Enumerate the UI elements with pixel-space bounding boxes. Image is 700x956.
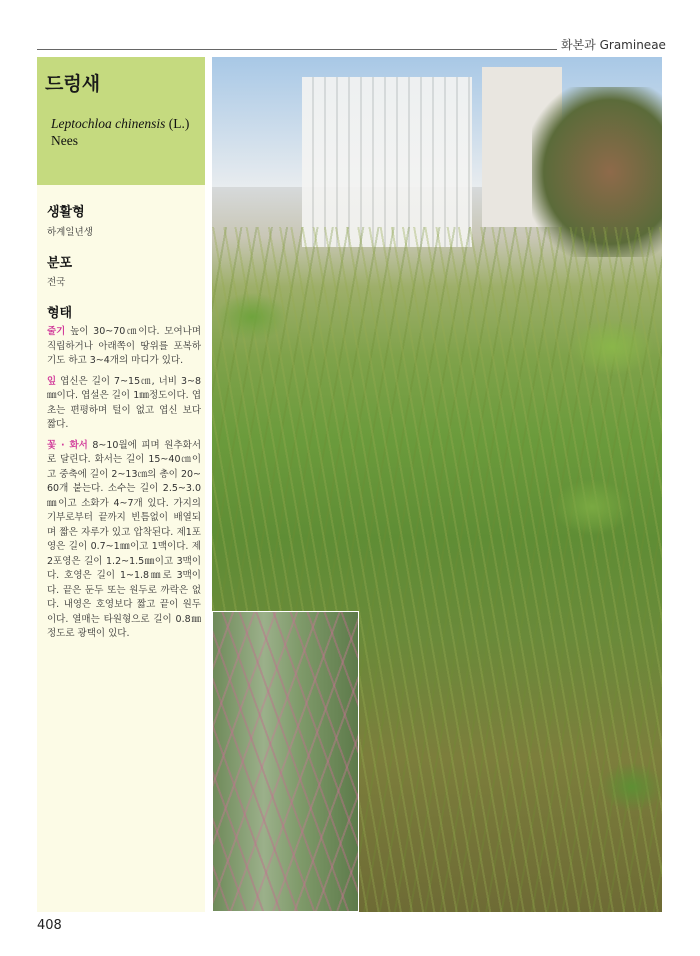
life-form-heading: 생활형 xyxy=(47,205,85,220)
inflorescence-closeup-photo xyxy=(212,611,359,912)
scientific-name xyxy=(51,115,201,149)
life-form-text: 하계일년생 xyxy=(47,227,93,238)
leaf-text: 엽신은 길이 7~15㎝, 너비 3~8㎜이다. 엽설은 길이 1㎜정도이다. 엽초는 편평하며 털이 없고 엽신 보다 짧다. xyxy=(47,375,201,430)
stem-label: 줄기 xyxy=(47,326,66,337)
leaf-paragraph xyxy=(47,375,201,433)
stem-paragraph xyxy=(47,325,201,369)
morphology-body xyxy=(47,325,201,648)
distribution-heading: 분포 xyxy=(47,256,73,271)
photo-building xyxy=(302,77,472,247)
flower-label: 꽃 · 화서 xyxy=(47,439,88,451)
scientific-author-2: Nees xyxy=(51,133,78,148)
leaf-label: 잎 xyxy=(47,375,57,387)
scientific-genus-species: Leptochloa chinensis xyxy=(51,116,166,131)
header-rule xyxy=(37,49,557,50)
stem-text: 높이 30~70㎝이다. 모여나며 직립하거나 아래쪽이 땅위를 포복하기도 하고 3~4개의 마디가 있다. xyxy=(47,326,201,366)
distribution-text: 전국 xyxy=(47,277,66,288)
scientific-author-1: (L.) xyxy=(168,116,190,131)
page-number: 408 xyxy=(37,918,62,933)
section-header: 화본과 Gramineae xyxy=(561,38,666,52)
description-panel xyxy=(37,185,205,912)
korean-name: 드렁새 xyxy=(45,73,101,95)
flower-text: 8~10월에 피며 원추화서로 달린다. 화서는 길이 15~40㎝이고 중축에 길이 2~13㎝의 총이 20~60개 붙는다. 소수는 길이 2.5~3.0㎜이고 소화가 4~7개 있다. 가지의 기부로부터 끝까지 빈틈없이 배열되며 짧은 자루가 있고 압착된다. 제1포영은 길이 0.7~1㎜이고 1맥이다. 제2포영은 길이 1.2~1.5㎜이고 3맥이다. 호영은 길이 1~1.8㎜로 3맥이다. 끝은 둔두 또는 원두로 까락은 없다. 내영은 호영보다 짧고 끝이 원두이다. 열매는 타원형으로 길이 0.8㎜정도로 광택이 있다. xyxy=(47,439,201,639)
species-title-box xyxy=(37,57,205,185)
flower-paragraph xyxy=(47,439,201,642)
morphology-heading: 형태 xyxy=(47,306,73,321)
